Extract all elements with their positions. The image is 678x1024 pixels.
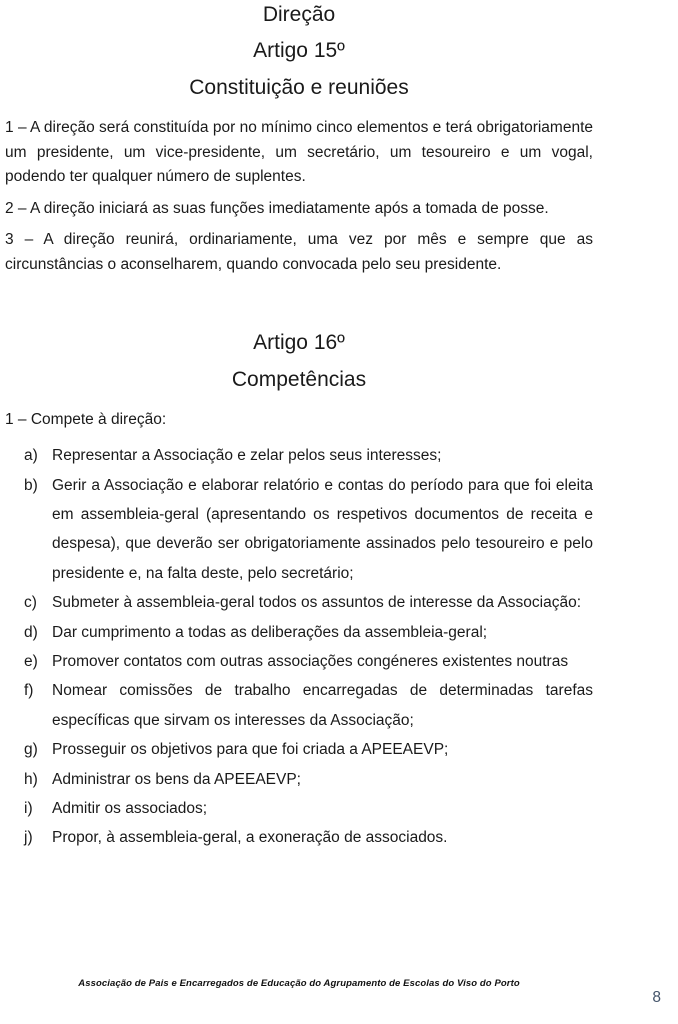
list-item <box>5 441 593 470</box>
list-item-marker: g) <box>24 741 38 759</box>
list-item <box>5 823 593 852</box>
list-item-marker: d) <box>24 623 38 641</box>
article-15-title: Artigo 15º <box>253 39 345 62</box>
list-item-marker: i) <box>24 800 33 818</box>
list-item <box>5 794 593 823</box>
list-item-marker: f) <box>24 682 34 700</box>
list-item-marker: e) <box>24 653 38 670</box>
list-item-marker: b) <box>24 476 38 494</box>
list-item-text: Administrar os bens da APEEAEVP; <box>52 770 301 788</box>
list-item-marker: j) <box>24 829 33 847</box>
competencias-list <box>5 441 593 853</box>
document-content <box>5 0 593 853</box>
page-number: 8 <box>652 989 661 1006</box>
list-item-marker: a) <box>24 447 38 465</box>
list-item-text: Gerir a Associação e elaborar relatório e contas do período para que foi eleita em assembleia-geral (apresentando os respetivos documentos de receita e despesa), que deverão ser obrigatoriamente assinados pelo tesoureiro e pelo presidente e, na falta deste, pelo secretário; <box>52 476 593 582</box>
article-16-intro: 1 – Compete à direção: <box>5 410 167 428</box>
list-item <box>5 735 593 764</box>
article-15-paragraph-3: 3 – A direção reunirá, ordinariamente, uma vez por mês e sempre que as circunstâncias o aconselharem, quando convocada pelo seu presidente. <box>5 231 593 273</box>
list-item <box>5 618 593 647</box>
list-item-marker: h) <box>24 770 38 788</box>
article-16-title: Artigo 16º <box>253 330 345 354</box>
list-item-text: Nomear comissões de trabalho encarregadas de determinadas tarefas específicas que sirvam os interesses da Associação; <box>52 682 593 729</box>
article-15-paragraph-2: 2 – A direção iniciará as suas funções imediatamente após a tomada de posse. <box>5 199 549 217</box>
article-16-subtitle: Competências <box>231 367 367 391</box>
section-title: Direção <box>262 3 336 26</box>
list-item <box>5 471 593 589</box>
article-15-paragraph-1: 1 – A direção será constituída por no mínimo cinco elementos e terá obrigatoriamente um presidente, um vice-presidente, um secretário, um tesoureiro e um vogal, podendo ter qualquer número de suplentes. <box>5 119 593 186</box>
list-item-text: Prosseguir os objetivos para que foi criada a APEEAEVP; <box>52 741 449 759</box>
article-15-subtitle: Constituição e reuniões <box>189 76 409 99</box>
list-item-text: Representar a Associação e zelar pelos seus interesses; <box>52 447 442 465</box>
list-item-text: Promover contatos com outras associações congéneres existentes noutras <box>52 653 569 670</box>
list-item-text: Admitir os associados; <box>52 800 208 818</box>
list-item <box>5 765 593 794</box>
footer-association-name: Associação de Pais e Encarregados de Educação do Agrupamento de Escolas do Viso do Porto <box>78 978 520 989</box>
list-item-text: Dar cumprimento a todas as deliberações da assembleia-geral; <box>52 623 488 641</box>
list-item <box>5 676 593 735</box>
list-item-text: Propor, à assembleia-geral, a exoneração de associados. <box>52 829 448 847</box>
list-item-text: Submeter à assembleia-geral todos os assuntos de interesse da Associação: <box>52 594 582 612</box>
list-item-marker: c) <box>24 594 37 612</box>
list-item <box>5 647 593 676</box>
list-item <box>5 588 593 617</box>
